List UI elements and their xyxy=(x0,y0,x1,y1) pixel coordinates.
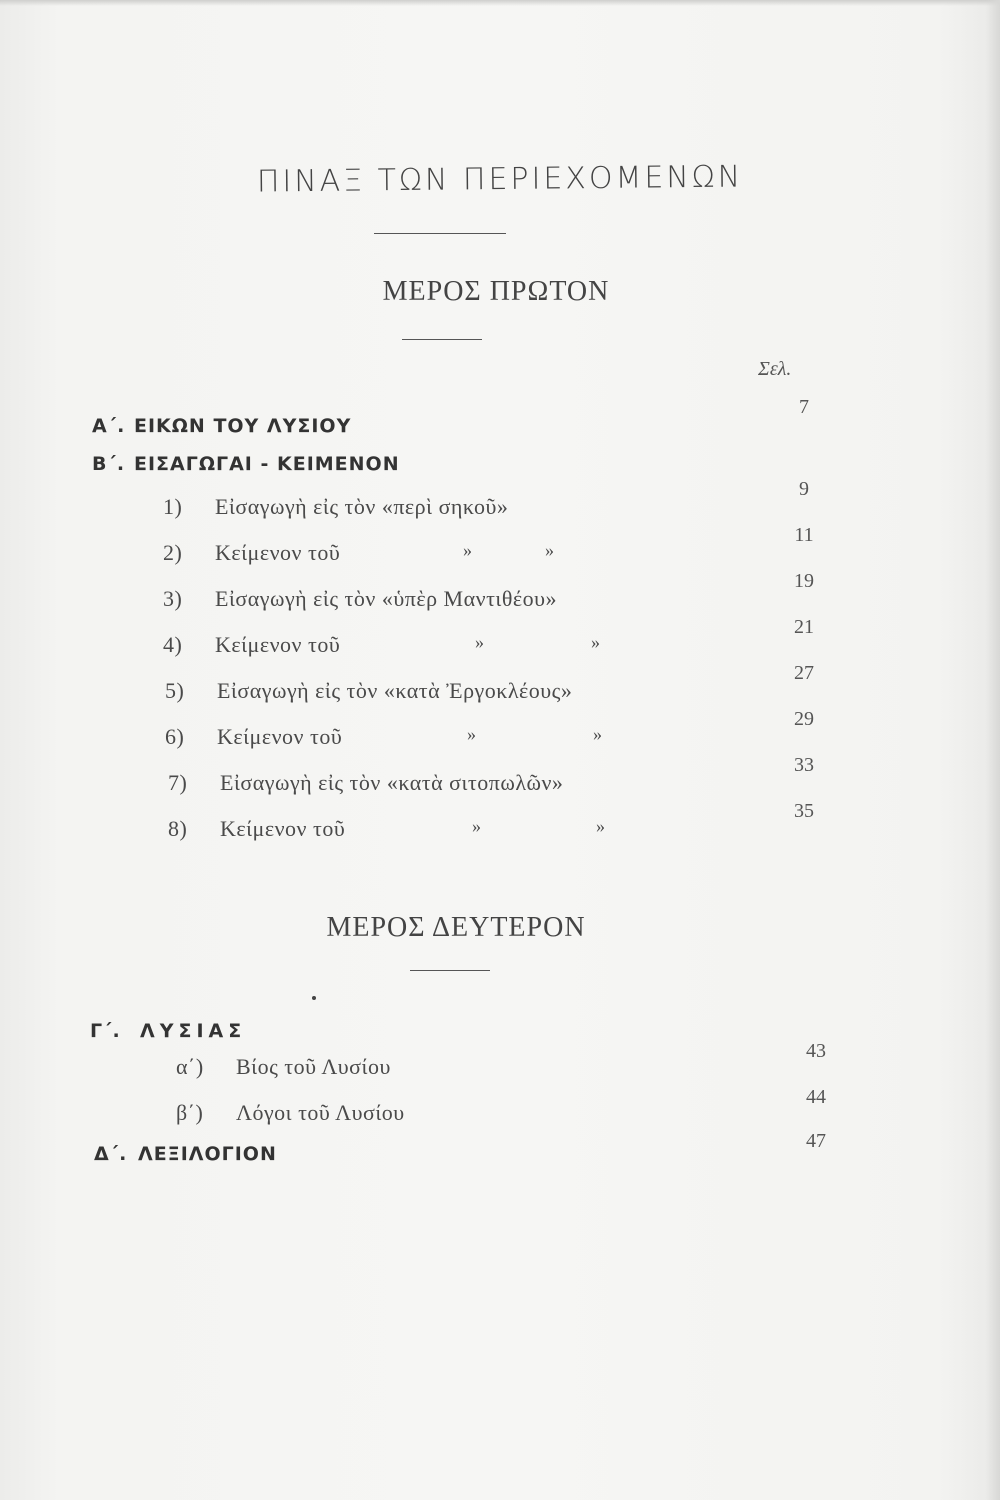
page-number: 44 xyxy=(806,1086,826,1108)
page-right-edge xyxy=(986,0,1000,1500)
ditto-mark: » xyxy=(475,632,485,652)
section-letter: Β΄. xyxy=(92,453,126,475)
entry-number: 8) xyxy=(168,816,188,841)
part-one-title: ΜΕΡΟΣ ΠΡΩΤΟΝ xyxy=(382,276,610,307)
page-number: 35 xyxy=(794,800,814,822)
toc-entry xyxy=(163,586,557,612)
page-top-edge xyxy=(0,0,1000,6)
ditto-mark: » xyxy=(472,816,482,836)
section-letter: Γ΄. xyxy=(90,1020,121,1042)
page-title: ΠΙΝΑΞ ΤΩΝ ΠΕΡΙΕΧΟΜΕΝΩΝ xyxy=(256,159,744,200)
page-number: 9 xyxy=(799,478,809,500)
entry-text: Κείμενον τοῦ xyxy=(215,540,341,565)
page-number: 19 xyxy=(794,570,814,592)
section-b xyxy=(92,453,400,475)
entry-text: Εἰσαγωγὴ εἰς τὸν «ὑπὲρ Μαντιθέου» xyxy=(215,586,558,611)
entry-number: α΄) xyxy=(176,1054,204,1079)
section-a xyxy=(92,415,351,437)
page-number: 43 xyxy=(806,1040,826,1062)
entry-text: Κείμενον τοῦ xyxy=(217,724,343,749)
section-letter: Δ΄. xyxy=(94,1143,128,1165)
ink-dot xyxy=(312,996,316,1000)
page-number: 21 xyxy=(794,616,814,638)
page-number: 33 xyxy=(794,754,814,776)
section-label: ΕΙΣΑΓΩΓΑΙ - ΚΕΙΜΕΝΟΝ xyxy=(134,453,400,475)
ditto-mark: » xyxy=(467,724,477,744)
entry-text: Κείμενον τοῦ xyxy=(215,632,341,657)
toc-entry xyxy=(176,1100,405,1126)
toc-entry xyxy=(163,494,508,520)
entry-text: Βίος τοῦ Λυσίου xyxy=(236,1054,391,1079)
toc-entry xyxy=(165,678,572,704)
entry-number: 5) xyxy=(165,678,185,703)
section-label: ΛΕΞΙΛΟΓΙΟΝ xyxy=(138,1143,277,1165)
toc-entry xyxy=(165,724,603,750)
toc-entry xyxy=(163,540,555,566)
section-label: ΛΥΣΙΑΣ xyxy=(140,1020,247,1042)
entry-text: Λόγοι τοῦ Λυσίου xyxy=(236,1100,405,1125)
ditto-mark: » xyxy=(593,724,603,744)
section-letter: Α΄. xyxy=(92,415,126,437)
ditto-mark: » xyxy=(463,540,473,560)
toc-entry xyxy=(168,770,563,796)
ditto-mark: » xyxy=(545,540,555,560)
entry-number: 6) xyxy=(165,724,185,749)
page-number: 29 xyxy=(794,708,814,730)
entry-number: 7) xyxy=(168,770,188,795)
page-number: 27 xyxy=(794,662,814,684)
section-d xyxy=(94,1143,277,1165)
title-rule xyxy=(374,233,506,234)
page-number: 7 xyxy=(799,396,809,418)
part-two-title: ΜΕΡΟΣ ΔΕΥΤΕΡΟΝ xyxy=(326,912,586,943)
entry-number: 2) xyxy=(163,540,183,565)
entry-number: 3) xyxy=(163,586,183,611)
toc-entry xyxy=(163,632,601,658)
section-c xyxy=(90,1020,246,1042)
pages-column-heading: Σελ. xyxy=(758,358,792,380)
ditto-mark: » xyxy=(591,632,601,652)
ditto-mark: » xyxy=(596,816,606,836)
part-two-rule xyxy=(410,970,490,971)
entry-text: Εἰσαγωγὴ εἰς τὸν «κατὰ σιτοπωλῶν» xyxy=(220,770,564,795)
entry-text: Εἰσαγωγὴ εἰς τὸν «περὶ σηκοῦ» xyxy=(215,494,509,519)
toc-entry xyxy=(176,1054,391,1080)
entry-text: Κείμενον τοῦ xyxy=(220,816,346,841)
entry-number: β΄) xyxy=(176,1100,204,1125)
page-number: 11 xyxy=(794,524,814,546)
section-label: ΕΙΚΩΝ ΤΟΥ ΛΥΣΙΟΥ xyxy=(134,415,352,437)
page-number: 47 xyxy=(806,1130,826,1152)
entry-number: 4) xyxy=(163,632,183,657)
entry-number: 1) xyxy=(163,494,183,519)
part-one-rule xyxy=(402,339,482,340)
entry-text: Εἰσαγωγὴ εἰς τὸν «κατὰ Ἐργοκλέους» xyxy=(217,678,573,703)
toc-entry xyxy=(168,816,606,842)
